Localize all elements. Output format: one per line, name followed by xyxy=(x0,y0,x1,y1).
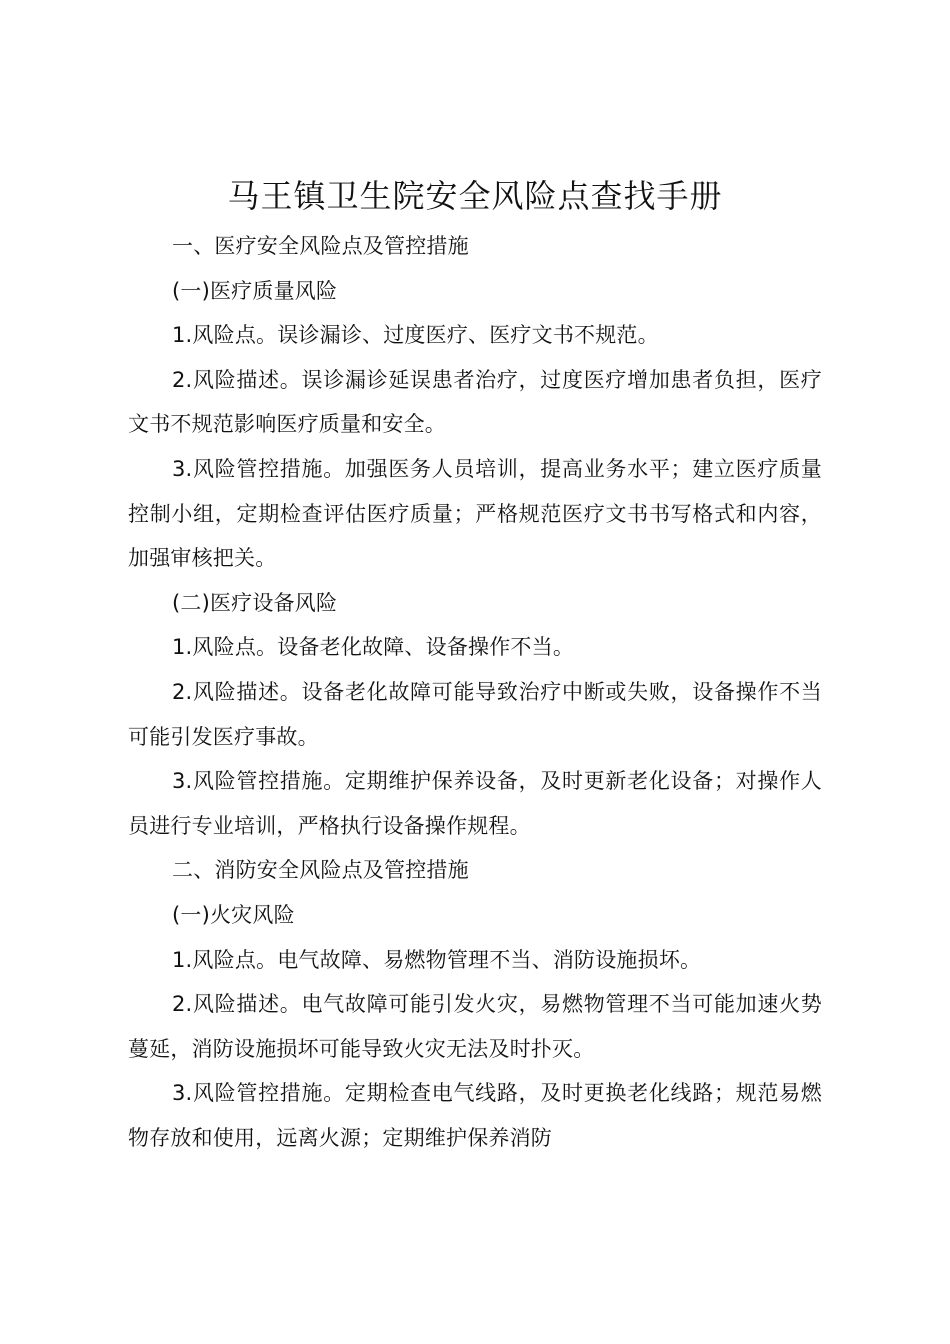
document-title: 马王镇卫生院安全风险点查找手册 xyxy=(227,177,723,215)
paragraph: 3.风险管控措施。定期维护保养设备，及时更新老化设备；对操作人员进行专业培训，严格执行设备操作规程。 xyxy=(128,769,822,838)
paragraph: 1.风险点。电气故障、易燃物管理不当、消防设施损坏。 xyxy=(172,947,702,972)
paragraph: 1.风险点。设备老化故障、设备操作不当。 xyxy=(172,635,575,660)
section-heading-fire: 二、消防安全风险点及管控措施 xyxy=(172,858,469,883)
subsection-heading-fire-risk: (一)火灾风险 xyxy=(172,902,295,927)
paragraph: 2.风险描述。设备老化故障可能导致治疗中断或失败，设备操作不当可能引发医疗事故。 xyxy=(128,679,822,749)
paragraph: 2.风险描述。误诊漏诊延误患者治疗，过度医疗增加患者负担，医疗文书不规范影响医疗质量和安全。 xyxy=(128,367,822,437)
document-body xyxy=(128,224,822,1160)
subsection-heading-equipment: (二)医疗设备风险 xyxy=(172,590,338,615)
subsection-heading-quality: (一)医疗质量风险 xyxy=(172,278,338,303)
section-heading-medical: 一、医疗安全风险点及管控措施 xyxy=(172,234,469,258)
paragraph: 3.风险管控措施。加强医务人员培训，提高业务水平；建立医疗质量控制小组，定期检查评估医疗质量；严格规范医疗文书书写格式和内容，加强审核把关。 xyxy=(128,456,822,571)
paragraph: 1.风险点。误诊漏诊、过度医疗、医疗文书不规范。 xyxy=(172,323,659,348)
paragraph: 2.风险描述。电气故障可能引发火灾，易燃物管理不当可能加速火势蔓延，消防设施损坏可能导致火灾无法及时扑灭。 xyxy=(128,992,822,1061)
paragraph: 3.风险管控措施。定期检查电气线路，及时更换老化线路；规范易燃物存放和使用，远离火源；定期维护保养消防 xyxy=(128,1081,822,1150)
